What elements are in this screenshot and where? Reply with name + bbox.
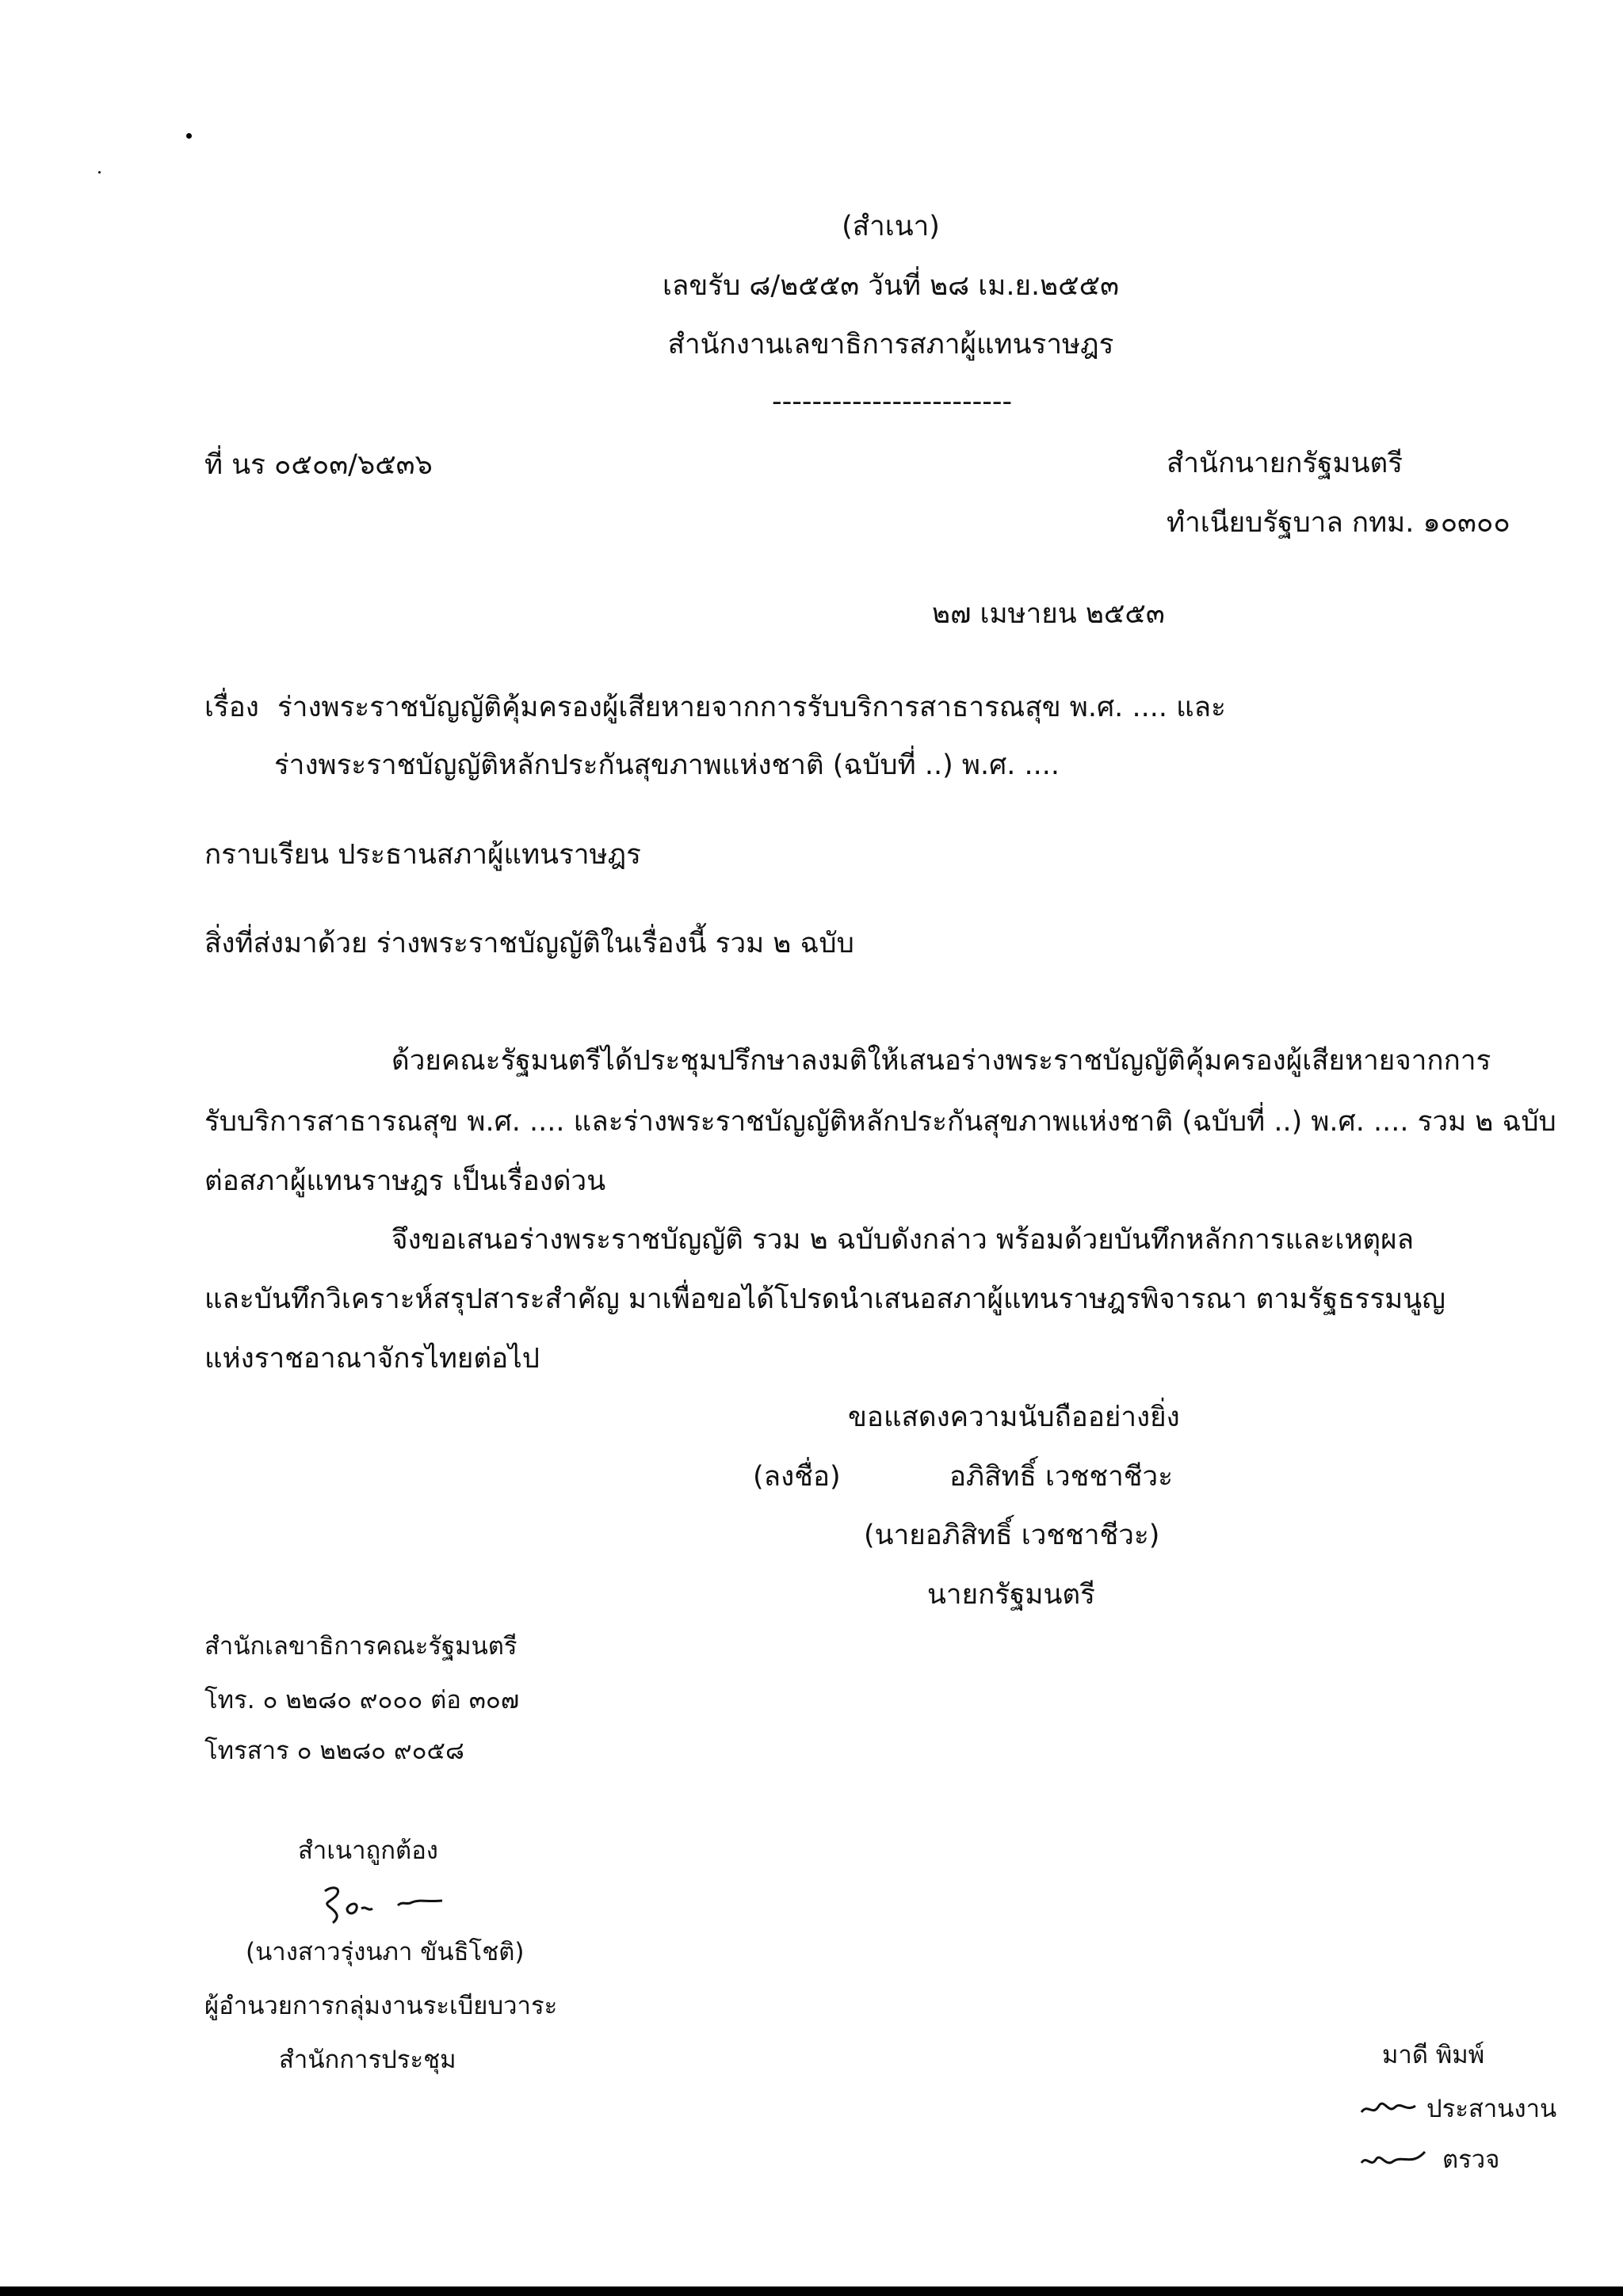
closing-regards: ขอแสดงความนับถืออย่างยิ่ง	[848, 1402, 1180, 1433]
body-paragraph-2-line-2: และบันทึกวิเคราะห์สรุปสาระสำคัญ มาเพื่อขอได้โปรดนำเสนอสภาผู้แทนราษฎรพิจารณา ตามรัฐธรรมนูญ	[204, 1283, 1445, 1315]
body-paragraph-2-line-3: แห่งราชอาณาจักรไทยต่อไป	[204, 1343, 540, 1375]
signer-name: อภิสิทธิ์ เวชชาชีวะ	[949, 1461, 1173, 1493]
contact-fax: โทรสาร ๐ ๒๒๘๐ ๙๐๕๘	[204, 1737, 464, 1765]
sender-address: ทำเนียบรัฐบาล กทม. ๑๐๓๐๐	[1167, 507, 1510, 539]
initial-mark	[1357, 2092, 1428, 2123]
certifier-title: ผู้อำนวยการกลุ่มงานระเบียบวาระ	[204, 1992, 558, 2020]
certifier-office: สำนักการประชุม	[279, 2046, 456, 2074]
receipt-number: เลขรับ ๘/๒๕๕๓ วันที่ ๒๘ เม.ย.๒๕๕๓	[662, 270, 1120, 302]
subject-line-1: ร่างพระราชบัญญัติคุ้มครองผู้เสียหายจากการรับบริการสาธารณสุข พ.ศ. .... และ	[277, 692, 1226, 723]
scan-speck	[186, 133, 192, 139]
body-paragraph-1-line-3: ต่อสภาผู้แทนราษฎร เป็นเรื่องด่วน	[204, 1165, 606, 1197]
signer-full-name: (นายอภิสิทธิ์ เวชชาชีวะ)	[864, 1520, 1160, 1551]
certifier-name: (นางสาวรุ่งนภา ขันธิโชติ)	[246, 1938, 525, 1966]
scan-border	[0, 2286, 1623, 2296]
header-divider: ------------------------	[772, 386, 1013, 418]
contact-department: สำนักเลขาธิการคณะรัฐมนตรี	[204, 1632, 517, 1661]
certified-copy: สำเนาถูกต้อง	[298, 1836, 438, 1865]
routing-coordinated: ประสานงาน	[1426, 2095, 1557, 2123]
document-number: ที่ นร ๐๕๐๓/๖๕๓๖	[204, 449, 433, 481]
letter-date: ๒๗ เมษายน ๒๕๕๓	[932, 598, 1165, 630]
scan-speck	[98, 171, 101, 174]
body-paragraph-1-line-1: ด้วยคณะรัฐมนตรีได้ประชุมปรึกษาลงมติให้เสนอร่างพระราชบัญญัติคุ้มครองผู้เสียหายจากการ	[391, 1045, 1491, 1077]
subject-line-2: ร่างพระราชบัญญัติหลักประกันสุขภาพแห่งชาติ (ฉบับที่ ..) พ.ศ. ....	[274, 749, 1060, 781]
sender-office: สำนักนายกรัฐมนตรี	[1167, 448, 1403, 479]
signed-label: (ลงชื่อ)	[753, 1461, 841, 1493]
enclosure: สิ่งที่ส่งมาด้วย ร่างพระราชบัญญัติในเรื่องนี้ รวม ๒ ฉบับ	[204, 928, 854, 959]
body-paragraph-2-line-1: จึงขอเสนอร่างพระราชบัญญัติ รวม ๒ ฉบับดังกล่าว พร้อมด้วยบันทึกหลักการและเหตุผล	[391, 1224, 1415, 1256]
routing-checked: ตรวจ	[1442, 2145, 1500, 2174]
copy-mark: (สำเนา)	[842, 211, 940, 242]
handwritten-signature	[309, 1882, 468, 1929]
salutation: กราบเรียน ประธานสภาผู้แทนราษฎร	[204, 839, 641, 871]
initial-mark	[1357, 2144, 1444, 2176]
contact-phone: โทร. ๐ ๒๒๘๐ ๙๐๐๐ ต่อ ๓๐๗	[204, 1686, 520, 1714]
routing-typed: มาดี พิมพ์	[1382, 2041, 1485, 2069]
receiving-office: สำนักงานเลขาธิการสภาผู้แทนราษฎร	[667, 329, 1114, 360]
subject-label: เรื่อง	[204, 692, 259, 723]
signer-position: นายกรัฐมนตรี	[927, 1579, 1095, 1611]
body-paragraph-1-line-2: รับบริการสาธารณสุข พ.ศ. .... และร่างพระราชบัญญัติหลักประกันสุขภาพแห่งชาติ (ฉบับที่ ..) พ.ศ. .... รวม ๒ ฉบับ	[204, 1106, 1556, 1138]
